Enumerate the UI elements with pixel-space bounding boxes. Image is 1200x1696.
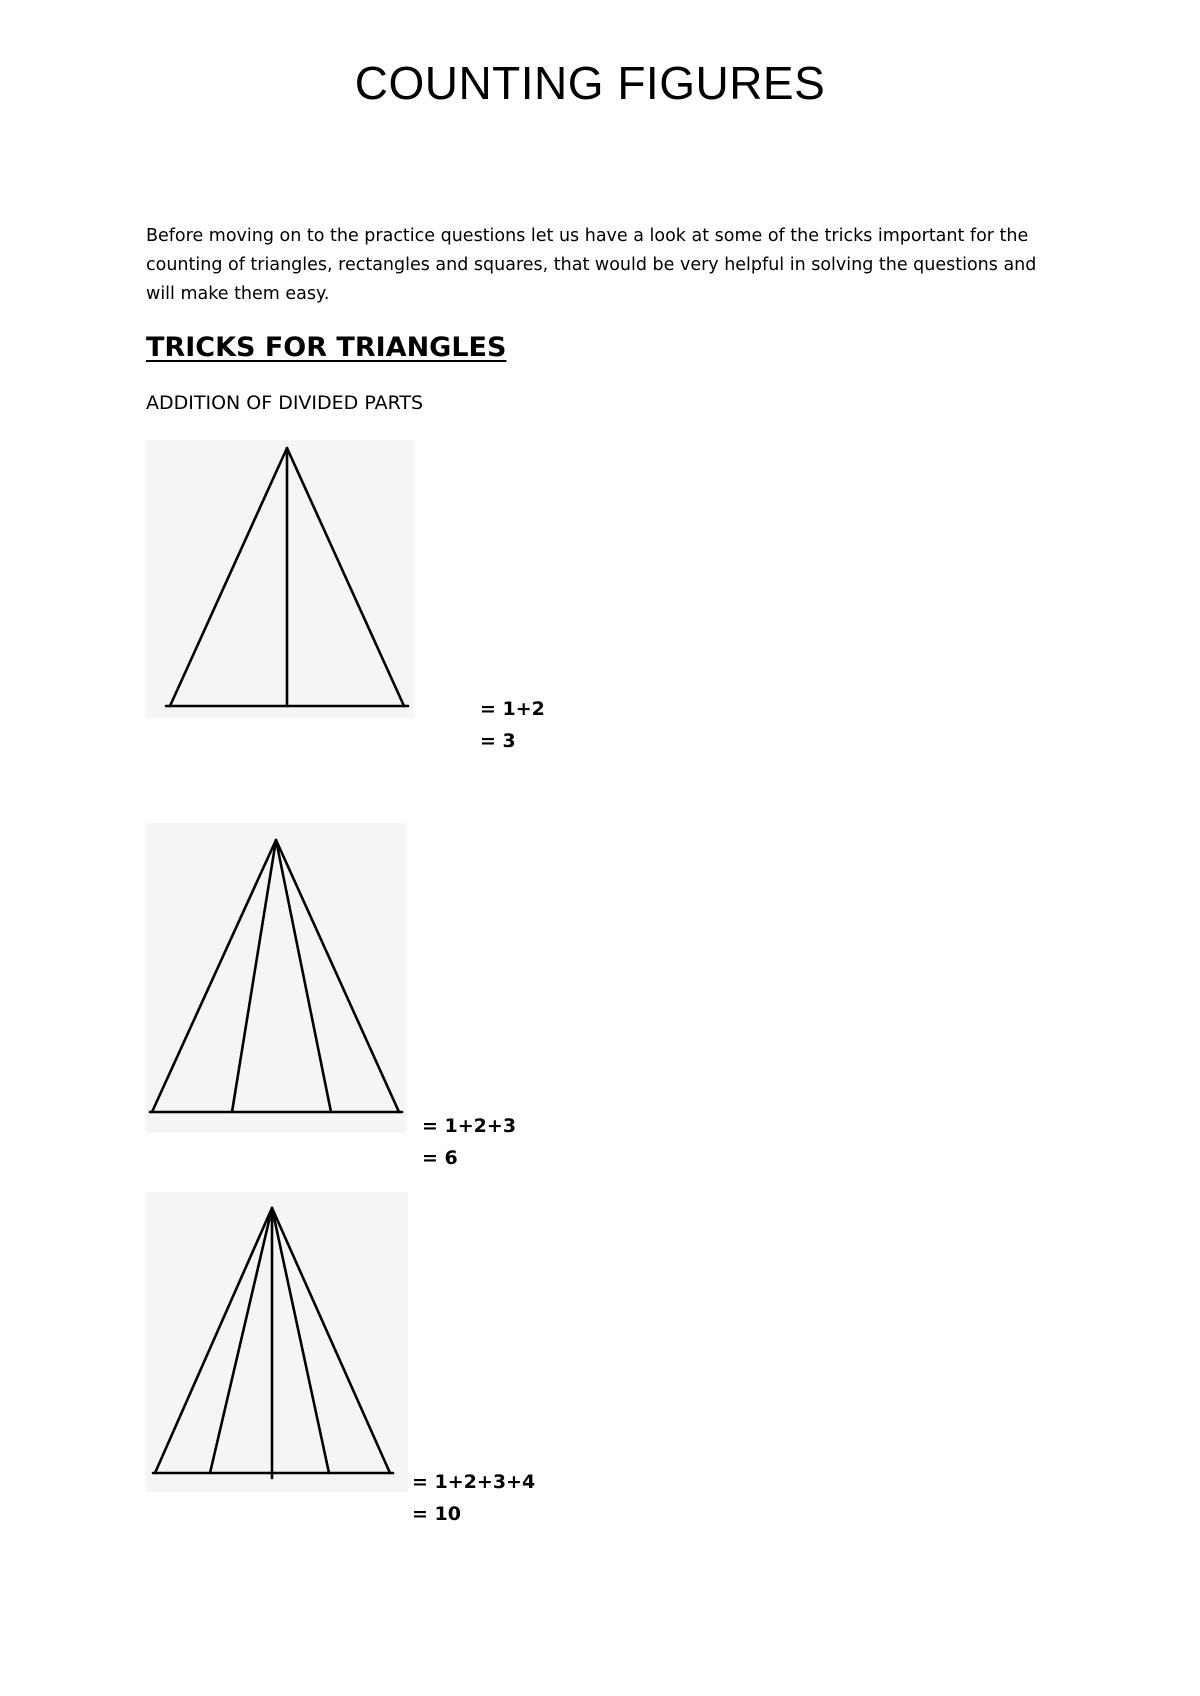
triangle-divided-2-icon (146, 440, 414, 718)
sum-result: = 10 (412, 1503, 461, 1525)
intro-line: Before moving on to the practice questions let us have a look at some of the tricks important for the (146, 226, 1029, 246)
triangle-figure-1 (146, 440, 414, 718)
intro-paragraph (146, 222, 1076, 309)
sum-expression: = 1+2+3+4 (412, 1471, 536, 1493)
subheading: ADDITION OF DIVIDED PARTS (146, 392, 424, 414)
triangle-divided-3-icon (146, 823, 406, 1133)
section-heading: TRICKS FOR TRIANGLES (146, 332, 507, 363)
triangle-figure-3 (146, 1192, 408, 1492)
example-1-equation (480, 693, 545, 757)
sum-result: = 3 (480, 730, 516, 752)
page-title: COUNTING FIGURES (354, 57, 826, 109)
example-2-equation (422, 1110, 516, 1174)
sum-expression: = 1+2+3 (422, 1115, 517, 1137)
triangle-divided-4-icon (146, 1192, 408, 1492)
triangle-figure-2 (146, 823, 406, 1133)
sum-expression: = 1+2 (480, 698, 545, 720)
sum-result: = 6 (422, 1147, 458, 1169)
intro-line: counting of triangles, rectangles and squares, that would be very helpful in solving the questions and (146, 255, 1037, 275)
intro-line: will make them easy. (146, 284, 330, 304)
example-3-equation (412, 1466, 535, 1530)
